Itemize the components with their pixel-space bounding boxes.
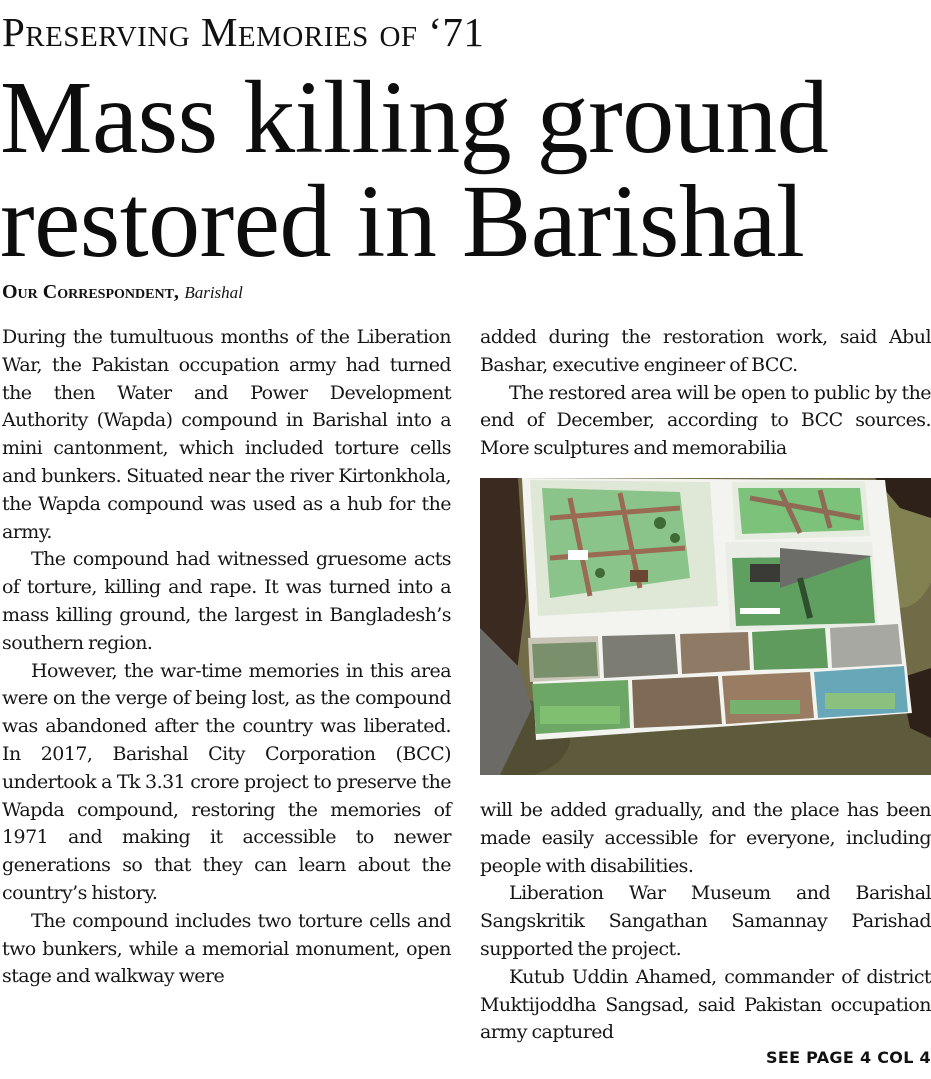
paragraph-4: The compound includes two torture cells and two bunkers, while a memorial monument, open stage and walkway were [2,909,451,988]
headline [0,60,930,279]
headline-line-1: Mass killing ground [0,60,829,175]
paragraph-7: will be added gradually, and the place has been made easily accessible for everyone, including people with disabilities. [480,799,931,877]
paragraph-8: Liberation War Museum and Barishal Sangskritik Sangathan Samannay Parishad supported the project. [480,882,931,960]
article-column-left [2,324,451,991]
headline-line-2: restored in Barishal [0,164,805,279]
paragraph-3: However, the war-time memories in this area were on the verge of being lost, as the compound was abandoned after the country was liberated. In 2017, Barishal City Corporation (BCC) undertook a Tk 3.31 crore project to preserve the Wapda compound, restoring the memories of 1971 and making it accessible to newer generations so that they can learn about the country’s history. [2,659,451,904]
continuation-link[interactable]: SEE PAGE 4 COL 4 [766,1048,931,1067]
paragraph-2: The compound had witnessed gruesome acts of torture, killing and rape. It was turned into a mass killing ground, the largest in Bangladesh’s southern region. [2,548,451,654]
paragraph-5: added during the restoration work, said Abul Bashar, executive engineer of BCC. [480,326,931,376]
byline-place: Barishal [184,283,243,302]
byline [2,281,243,304]
restoration-plan-photo [480,478,931,775]
article-column-right-top [480,324,931,463]
photo-illustration [480,478,931,775]
section-kicker: Preserving Memories of ‘71 [2,9,485,55]
article-column-right-bottom [480,797,931,1047]
paragraph-1: During the tumultuous months of the Liberation War, the Pakistan occupation army had turned the then Water and Power Development Authority (Wapda) compound in Barishal into a mini cantonment, which included torture cells and bunkers. Situated near the river Kirtonkhola, the Wapda compound was used as a hub for the army. [2,326,451,543]
paragraph-9: Kutub Uddin Ahamed, commander of district Muktijoddha Sangsad, said Pakistan occupation army captured [480,965,931,1044]
paragraph-6: The restored area will be open to public by the end of December, according to BCC sources. More sculptures and memorabilia [480,381,931,460]
byline-author: Our Correspondent, [2,281,179,303]
